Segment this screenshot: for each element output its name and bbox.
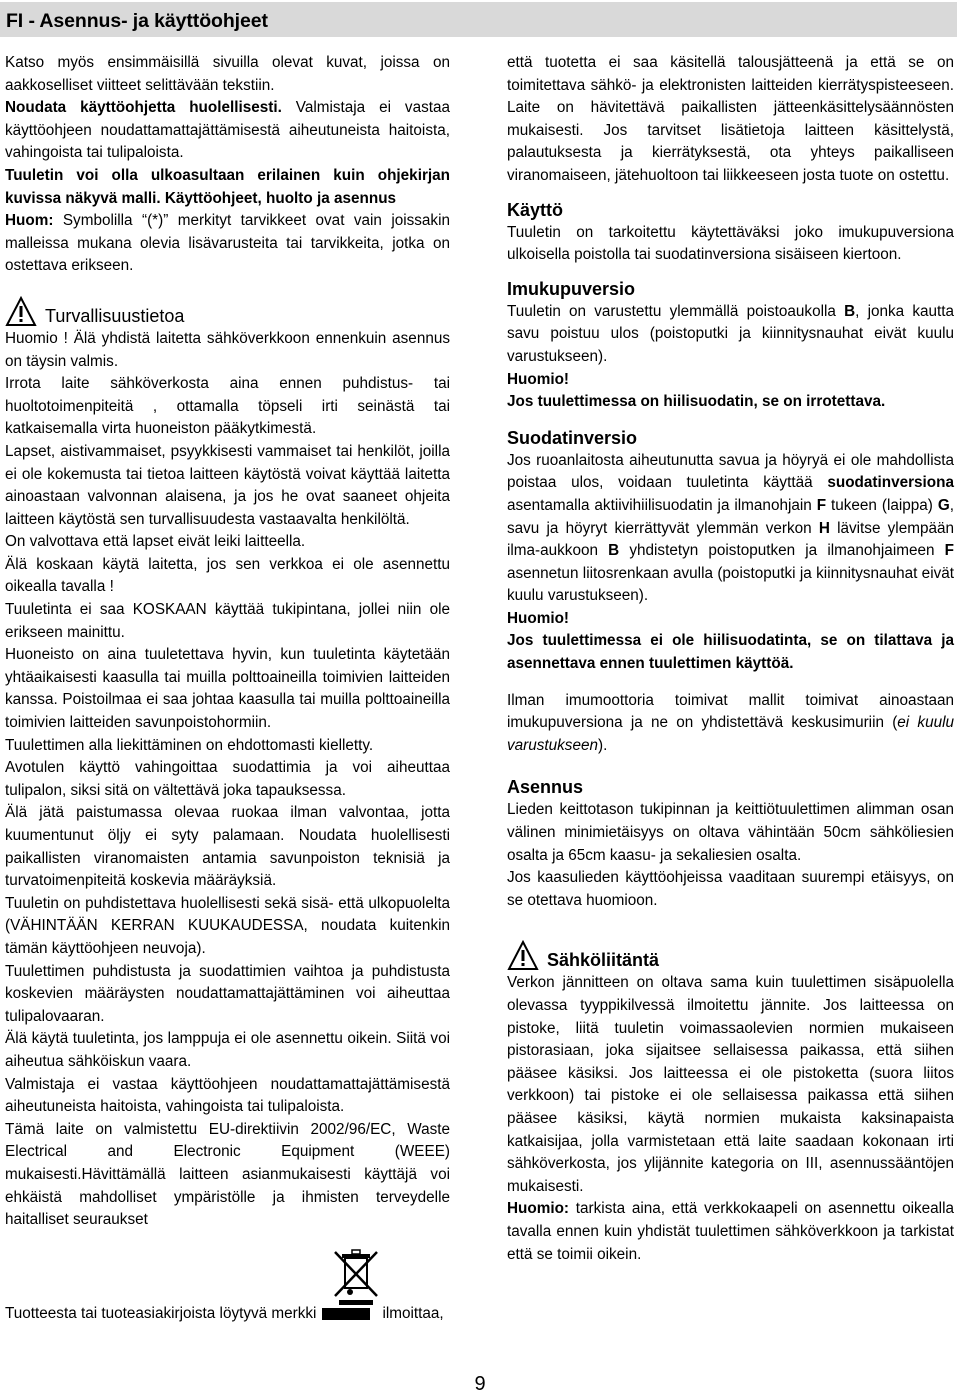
safety-paragraph: On valvottava että lapset eivät leiki laitteella. — [5, 533, 306, 551]
ilman-imumoottoria-paragraph: Ilman imumoottoria toimivat mallit toimivat ainoastaan imukupuversiona ja ne on yhdistettävä keskusimuriin (ei kuulu varustukseen). — [507, 691, 954, 754]
safety-paragraph: Huomio ! Älä yhdistä laitetta sähköverkkoon ennenkuin asennus on täysin valmis. — [5, 329, 450, 370]
warning-icon — [5, 296, 37, 328]
safety-paragraph: Älä koskaan käytä laitetta, jos sen verkkoa ei ole asennettu oikealla tavalla ! — [5, 555, 450, 596]
safety-section-heading — [5, 290, 450, 328]
safety-paragraph: Avotulen käyttö vahingoittaa suodattimia ja voi aiheuttaa tulipalon, siksi sitä on vältettävä joka tapauksessa. — [5, 759, 450, 799]
safety-paragraph: Tuuletin on puhdistettava huolellisesti sekä sisä- että ulkopuolelta (VÄHINTÄÄN KERRAN KUUKAUDESSA, noudata kuitenkin tämän käyttöohjeen neuvoja). — [5, 894, 450, 957]
crossed-bin-icon — [331, 1248, 381, 1306]
symbol-note: Huom: Symbolilla “(*)” merkityt tarvikkeet ovat vain joissakin malleissa mukana olevia lisävarusteita tai tarvikkeita, jotka on ostettava erikseen. — [5, 212, 450, 275]
safety-paragraph: Valmistaja ei vastaa käyttöohjeen noudattamattajättämisestä aiheutuneista haitoista, vahingoista tai tulipaloista. — [5, 1075, 450, 1116]
safety-paragraph: Lapset, aistivammaiset, psyykkisesti vammaiset tai henkilöt, joilla ei ole kokemusta tai tietoa laitteen käytöstä voivat käyttää laitetta ainoastaan valvonnan alaisena, ja jos he ovat saaneet ohjeita laitteen käytöstä sen turvallisuudesta vastaavalta henkilöltä. — [5, 442, 450, 528]
safety-title: Turvallisuustietoa — [45, 305, 185, 326]
sahko-section-heading — [507, 934, 954, 972]
page-header — [0, 2, 957, 37]
kaytto-paragraph: Tuuletin on tarkoitettu käytettäväksi joko imukupuversiona ulkoisella poistolla tai suodatinversiona sisäiseen kiertoon. — [507, 223, 954, 264]
sahko-paragraph: Verkon jännitteen on oltava sama kuin tuulettimen sisäpuolella olevassa tyyppikilvessä ilmoitettu jännite. Jos laitteessa on pistoke, liitä tuuletin voimassaolevien normien mukaiseen pistorasiaan, joka sijaitsee sellaisessa paikassa, että siihen pääsee käsiksi. Jos laitteessa ei ole pistoketta (suora liitos verkkoon) tai pistoke ei ole sellaisessa paikassa että siihen pääsee käsiksi, käytä normien mukaista kaksinapaista katkaisijaa, jolla varmistetaan että laite saadaan kokonaan irti sähköverkosta, jos ylijännite kategoria on III, asennussääntöjen mukaisesti. — [507, 974, 954, 1195]
sahko-huomio-paragraph: Huomio: tarkista aina, että verkkokaapeli on asennettu oikealla tavalla ennen kuin yhdistät tuulettimen sähköverkkoon ja tarkistat että se toimii oikein. — [507, 1200, 954, 1263]
intro-paragraph: Katso myös ensimmäisillä sivuilla olevat kuvat, joissa on aakkoselliset viitteet selittävään tekstiin. — [5, 54, 450, 94]
huomio-text: Jos tuulettimessa on hiilisuodatin, se on irrotettava. — [507, 393, 886, 411]
huomio-text: Jos tuulettimessa ei ole hiilisuodatinta, se on tilattava ja asennettava ennen tuulettimen käyttöä. — [507, 632, 954, 673]
kaytto-heading: Käyttö — [507, 199, 564, 220]
safety-paragraph: Tuulettimen alla liekittäminen on ehdottomasti kielletty. — [5, 736, 374, 754]
black-bar-mark — [322, 1308, 370, 1320]
asennus-paragraph: Jos kaasulieden käyttöohjeissa vaaditaan suurempi etäisyys, on se otettava huomioon. — [507, 869, 954, 909]
safety-paragraph: Irrota laite sähköverkosta aina ennen puhdistus- tai huoltotoimenpiteitä , ottamalla töpseli irti seinästä tai katkaisemalla virta huoneiston pääkytkimestä. — [5, 375, 450, 438]
left-column — [5, 52, 450, 1232]
huomio-label: Huomio! — [507, 609, 570, 627]
safety-paragraph: Tämä laite on valmistettu EU-direktiivin 2002/96/EC, Waste Electrical and Electronic Equipment (WEEE) mukaisesti.Hävittämällä laitteen asianmukaisesti käyttäjä voi ehkäistä mahdolliset ympäristölle ja ihmisten terveydelle haitalliset seuraukset — [5, 1120, 450, 1229]
sahko-title: Sähköliitäntä — [547, 950, 660, 971]
safety-paragraph: Älä jätä paistumassa olevaa ruokaa ilman valvontaa, jotta kuumentunut öljy ei syty palamaan. Noudata huolellisesti paikallisten viranomaisten antamia savunpoiston teknisiä ja turvatoimenpiteitä koskevia määräyksiä. — [5, 804, 450, 890]
asennus-heading: Asennus — [507, 777, 584, 798]
page-number: 9 — [474, 1373, 486, 1395]
suodatin-paragraph: Jos ruoanlaitosta aiheutunutta savua ja höyryä ei ole mahdollista poistaa ulos, voidaan tuuletinta käyttää suodatinversiona asentamalla aktiivihiilisuodatin ja ilmanohjain F tukeen (laippa) G, savu ja höyryt kierrättyvät ylemmän verkon H lävitse ylempään ilma-aukkoon B yhdistetyn poistoputken ja ilmanohjaimeen F asennetun liitosrenkaan avulla (poistoputki ja kiinnitysnauhat eivät kuulu varustukseen). — [507, 451, 954, 605]
suodatin-heading: Suodatinversio — [507, 427, 638, 448]
imukupu-paragraph: Tuuletin on varustettu ylemmällä poistoaukolla B, jonka kautta savu poistuu ulos (poistoputki ja kiinnitysnauhat eivät kuulu varustukseen). — [507, 302, 954, 365]
huomio-label: Huomio! — [507, 370, 570, 388]
right-column — [507, 52, 954, 1266]
safety-paragraph: Tuulettimen puhdistusta ja suodattimien vaihtoa ja puhdistusta koskevien määräysten noudattamattajättäminen voi aiheuttaa tulipalovaaran. — [5, 962, 450, 1025]
disposal-paragraph: että tuotetta ei saa käsitellä talousjätteenä ja että se on toimitettava sähkö- ja elektronisten laitteiden kierrätyspisteeseen. Laite on hävitettävä paikallisten jätteenkäsittelysäännösten mukaisesti. Jos tarvitset lisätietoja laitteen käsittelystä, palautuksesta ja kierrätyksestä, ota yhteys paikalliseen viranomaiseen, jätehuoltoon tai liikkeeseen josta tuote on ostettu. — [507, 54, 954, 184]
warning-icon — [507, 940, 539, 972]
safety-paragraph: Huoneisto on aina tuuletettava hyvin, kun tuuletinta käytetään yhtäaikaisesti kaasulla tai muilla polttoaineilla toimivien laitteiden kanssa. Poistoilmaa ei saa johtaa kaasulla tai muilla polttoaineilla toimivien laitteiden savunpoistohormiin. — [5, 646, 450, 732]
page-title: FI - Asennus- ja käyttöohjeet — [6, 10, 268, 32]
imukupu-heading: Imukupuversio — [507, 278, 636, 299]
weee-mark-line: Tuotteesta tai tuoteasiakirjoista löytyvä merkki ilmoittaa, — [5, 1305, 444, 1322]
appearance-note: Tuuletin voi olla ulkoasultaan erilainen kuin ohjekirjan kuvissa näkyvä malli. Käyttöohjeet, huolto ja asennus — [5, 166, 450, 207]
instructions-paragraph: Noudata käyttöohjetta huolellisesti. Valmistaja ei vastaa käyttöohjeen noudattamattajättämisestä aiheutuneista haitoista, vahingoista tai tulipaloista. — [5, 99, 450, 162]
safety-paragraph: Tuuletinta ei saa KOSKAAN käyttää tukipintana, jollei niin ole erikseen mainittu. — [5, 601, 450, 641]
asennus-paragraph: Lieden keittotason tukipinnan ja keittiötuulettimen alimman osan välinen minimietäisyys on oltava vähintään 50cm sähköliesien osalta ja 65cm kaasu- ja sekaliesien osalta. — [507, 801, 954, 864]
safety-paragraph: Älä käytä tuuletinta, jos lamppuja ei ole asennettu oikein. Siitä voi aiheutua sähköiskun vaara. — [5, 1030, 450, 1070]
